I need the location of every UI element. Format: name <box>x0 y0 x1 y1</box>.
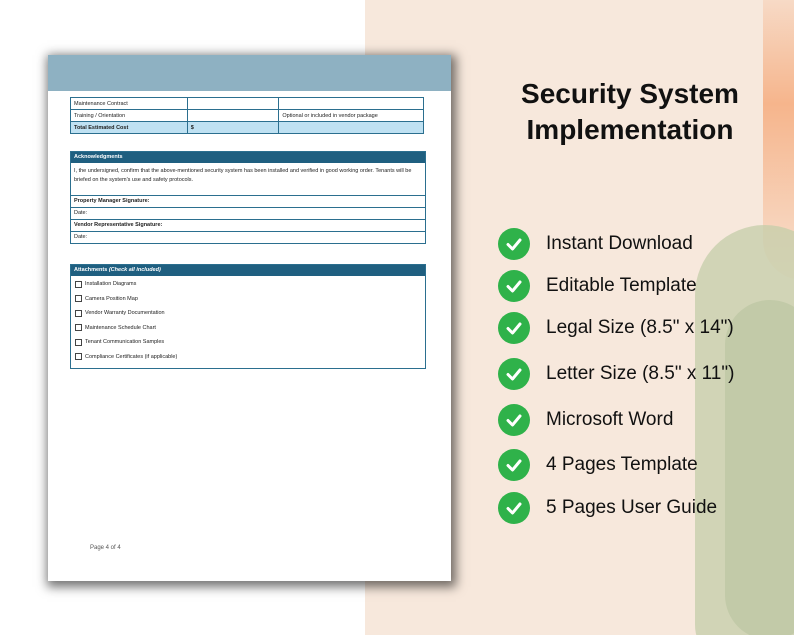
total-notes <box>279 122 424 134</box>
feature-label: Letter Size (8.5" x 11") <box>546 363 735 384</box>
acknowledgments-section <box>70 151 426 244</box>
table-row <box>71 98 424 110</box>
pm-date-field[interactable]: Date: <box>71 208 425 220</box>
list-item[interactable] <box>71 350 425 365</box>
attachment-label: Vendor Warranty Documentation <box>85 310 165 316</box>
pm-signature-field[interactable]: Property Manager Signature: <box>71 196 425 208</box>
list-item[interactable] <box>71 335 425 350</box>
cost-value <box>187 98 279 110</box>
cost-notes <box>279 98 424 110</box>
list-item[interactable] <box>71 321 425 336</box>
vendor-signature-field[interactable]: Vendor Representative Signature: <box>71 220 425 232</box>
acknowledgments-heading: Acknowledgments <box>71 152 425 163</box>
product-title <box>500 76 760 148</box>
attachment-label: Compliance Certificates (if applicable) <box>85 353 178 360</box>
total-row <box>71 122 424 134</box>
checkbox-icon[interactable] <box>75 281 82 288</box>
feature-item <box>498 448 698 482</box>
feature-item <box>498 357 734 391</box>
title-line-1: Security System <box>521 78 739 109</box>
attachment-label: Installation Diagrams <box>85 281 137 287</box>
feature-label: 5 Pages User Guide <box>546 497 718 518</box>
feature-label: 4 Pages Template <box>546 454 698 475</box>
checkmark-icon <box>498 270 530 302</box>
total-value: $ <box>187 122 279 134</box>
title-line-2: Implementation <box>526 114 734 145</box>
table-row <box>71 110 424 122</box>
checkmark-icon <box>498 449 530 481</box>
attachment-label: Camera Position Map <box>85 295 138 302</box>
feature-label: Editable Template <box>546 275 697 296</box>
checkmark-icon <box>498 492 530 524</box>
list-item[interactable] <box>71 277 425 292</box>
attachment-label: Maintenance Schedule Chart <box>85 324 156 331</box>
document-page <box>48 55 451 581</box>
cost-table <box>70 97 424 134</box>
attachments-section <box>70 264 426 369</box>
checkbox-icon[interactable] <box>75 324 82 331</box>
checkbox-icon[interactable] <box>75 353 82 360</box>
checkmark-icon <box>498 312 530 344</box>
checkbox-icon[interactable] <box>75 339 82 346</box>
vendor-date-field[interactable]: Date: <box>74 234 88 240</box>
acknowledgments-text: I, the undersigned, confirm that the above-mentioned security system has been installed and verified in good working order. Tenants will be briefed on the system's use and safety protocols. <box>71 163 425 196</box>
feature-label: Legal Size (8.5" x 14") <box>546 317 734 338</box>
cost-value <box>187 110 279 122</box>
attachments-heading <box>71 265 425 276</box>
cost-item: Training / Orientation <box>71 110 188 122</box>
checkbox-icon[interactable] <box>75 310 82 317</box>
feature-label: Microsoft Word <box>546 409 674 430</box>
feature-item <box>498 403 673 437</box>
page-header-bar <box>48 55 451 91</box>
feature-item <box>498 227 693 261</box>
feature-item <box>498 491 717 525</box>
checkbox-icon[interactable] <box>75 295 82 302</box>
attachments-heading-label: Attachments <box>74 267 108 273</box>
checkmark-icon <box>498 228 530 260</box>
feature-label: Instant Download <box>546 233 693 254</box>
attachments-note: (Check all included) <box>108 267 161 273</box>
feature-item <box>498 311 734 345</box>
checkmark-icon <box>498 404 530 436</box>
cost-item: Maintenance Contract <box>71 98 188 110</box>
page-number: Page 4 of 4 <box>90 545 121 551</box>
list-item[interactable] <box>71 306 425 321</box>
checkmark-icon <box>498 358 530 390</box>
cost-notes: Optional or included in vendor package <box>279 110 424 122</box>
decorative-brush-green-light <box>725 300 794 635</box>
feature-item <box>498 269 697 303</box>
list-item[interactable] <box>71 292 425 307</box>
total-label: Total Estimated Cost <box>71 122 188 134</box>
attachment-label: Tenant Communication Samples <box>85 339 165 345</box>
